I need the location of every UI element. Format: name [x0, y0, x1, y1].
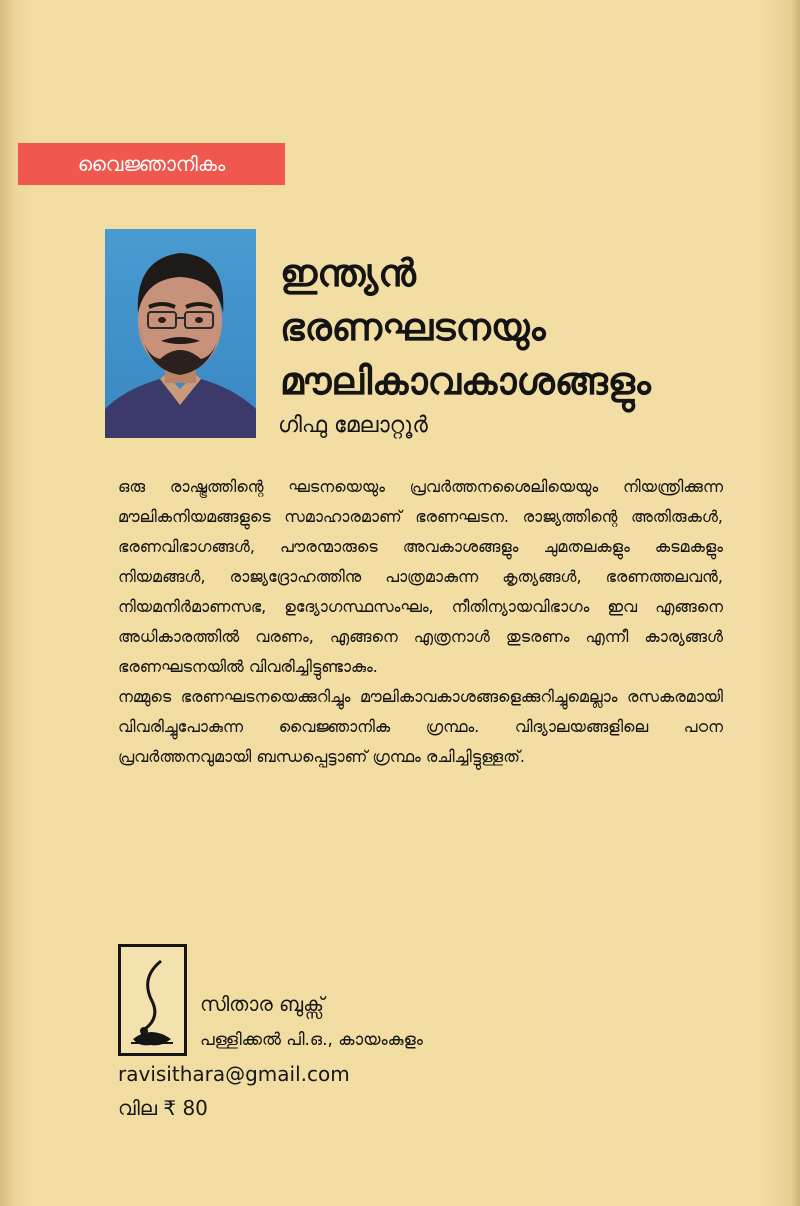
title-line-3: മൗലികാവകാശങ്ങളും — [280, 359, 651, 403]
title-line-1: ഇന്ത്യൻ — [280, 251, 416, 295]
publisher-address: പള്ളിക്കൽ പി.ഒ., കായംകുളം — [200, 1030, 423, 1050]
author-portrait-icon — [105, 229, 256, 438]
blurb-paragraph-1: ഒരു രാഷ്ട്രത്തിന്റെ ഘടനയെയും പ്രവർത്തനശൈലിയെയും നിയന്ത്രിക്കുന്ന മൗലികനിയമങ്ങളുടെ സമാഹാരമാണ് ഭരണഘടന. രാജ്യത്തിന്റെ അതിരുകൾ, ഭരണവിഭാഗങ്ങൾ, പൗരന്മാരുടെ അവകാശങ്ങളും ചുമതലകളും കടമകളും നിയമങ്ങൾ, രാജ്യദ്രോഹത്തിനു പാത്രമാകുന്ന കൃത്യങ്ങൾ, ഭരണത്തലവൻ, നിയമനിർമാണസഭ, ഉദ്യോഗസ്ഥസംഘം, നീതിന്യായവിഭാഗം ഇവ എങ്ങനെ അധികാരത്തിൽ വരണം, എങ്ങനെ എത്രനാൾ തുടരണം എന്നീ കാര്യങ്ങൾ ഭരണഘടനയിൽ വിവരിച്ചിട്ടുണ്ടാകും. — [118, 477, 723, 676]
title-line-2: ഭരണഘടനയും — [280, 305, 546, 349]
blurb-paragraph-2: നമ്മുടെ ഭരണഘടനയെക്കുറിച്ചും മൗലികാവകാശങ്ങളെക്കുറിച്ചുമെല്ലാം രസകരമായി വിവരിച്ചുപോകുന്ന വൈജ്ഞാനിക ഗ്രന്ഥം. വിദ്യാലയങ്ങളിലെ പഠന പ്രവർത്തനവുമായി ബന്ധപ്പെട്ടാണ് ഗ്രന്ഥം രചിച്ചിട്ടുള്ളത്. — [118, 687, 723, 766]
author-photo — [105, 229, 256, 438]
book-title — [280, 246, 700, 408]
spine-edge — [0, 0, 14, 1206]
price: വില ₹ 80 — [118, 1096, 208, 1120]
author-name: ഗിഫു മേലാറ്റൂർ — [278, 413, 428, 438]
publisher-name: സിതാര ബുക്സ് — [200, 992, 324, 1016]
page-edge — [790, 0, 800, 1206]
lamp-logo-icon — [118, 944, 187, 1056]
category-band — [18, 143, 285, 185]
category-label: വൈജ്ഞാനികം — [77, 152, 226, 176]
blurb — [118, 472, 723, 772]
publisher-email: ravisithara@gmail.com — [118, 1062, 350, 1086]
